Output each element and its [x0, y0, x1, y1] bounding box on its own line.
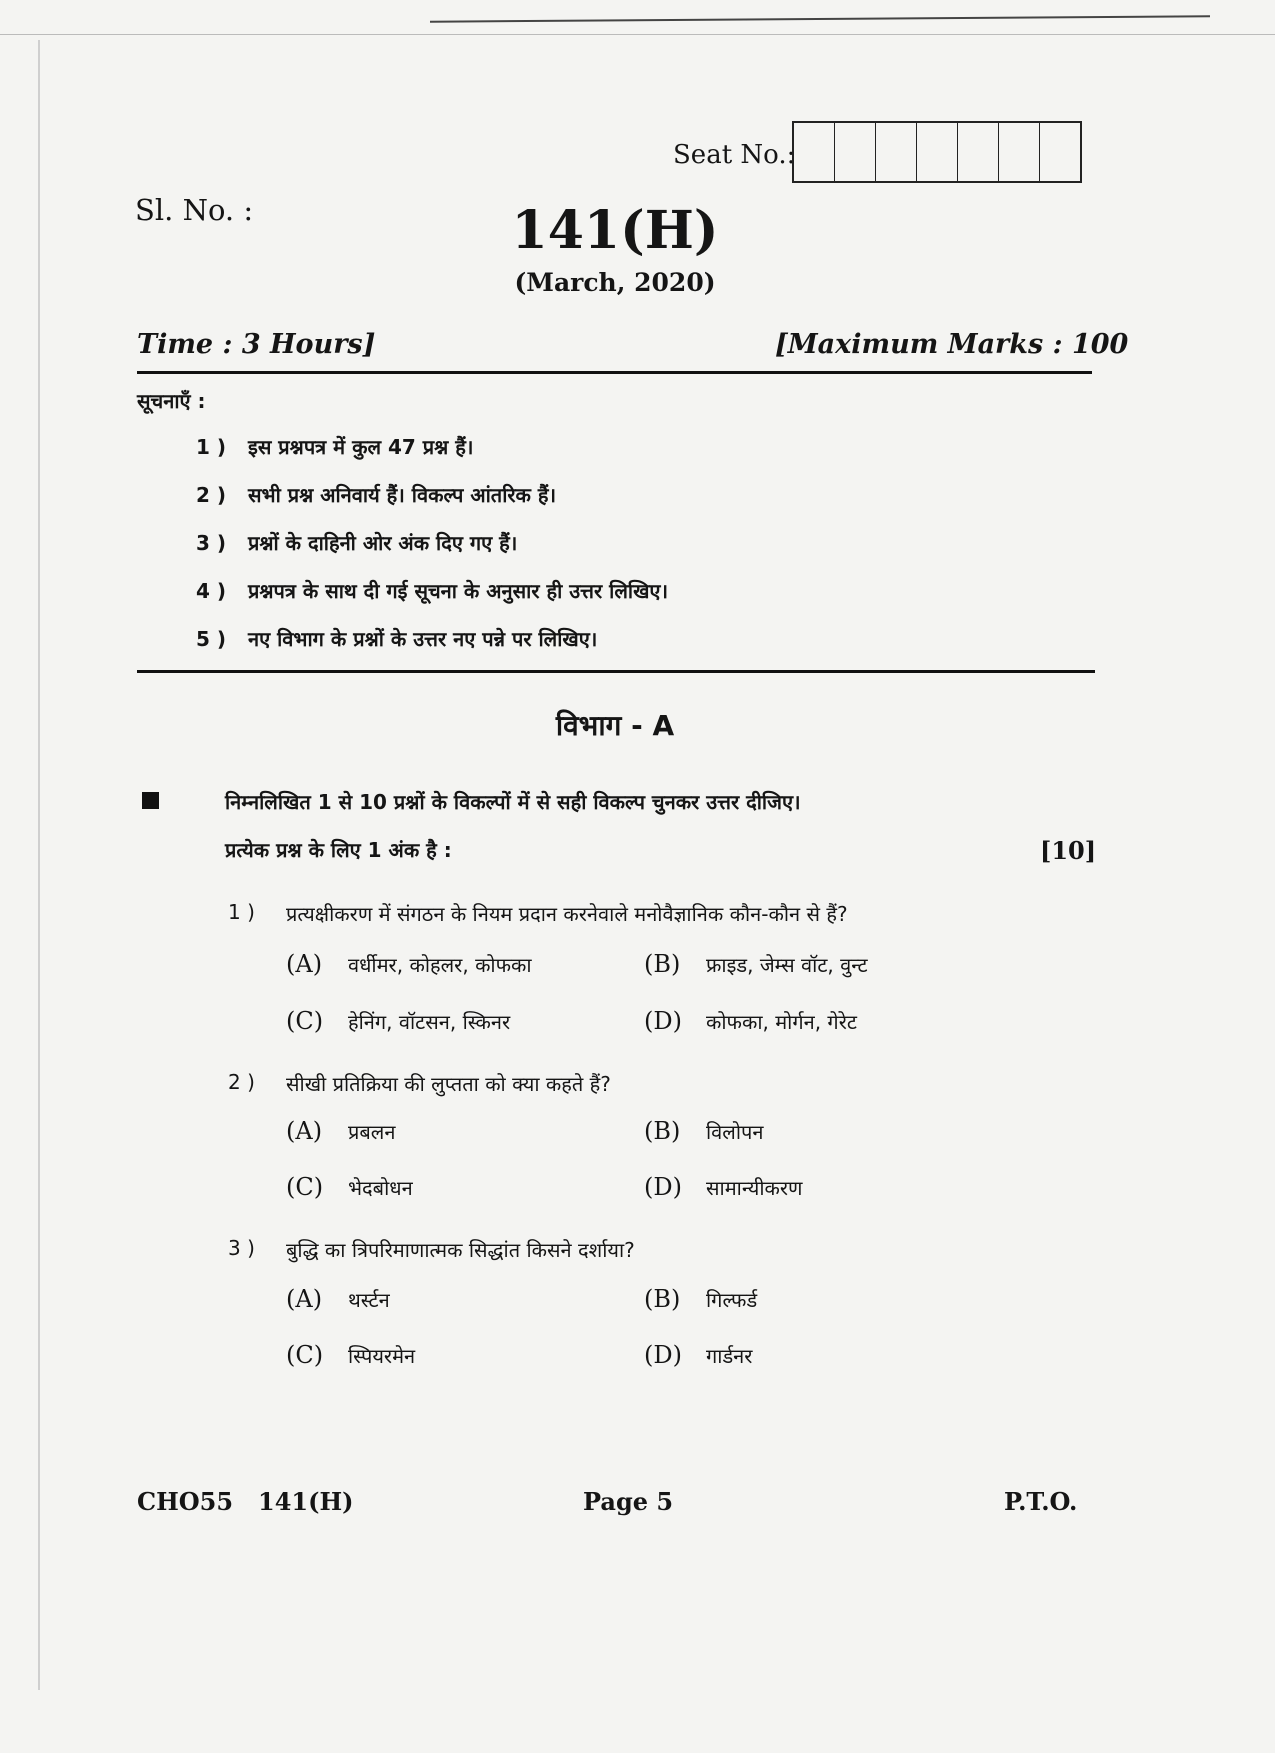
- instruction-text: नए विभाग के प्रश्नों के उत्तर नए पन्ने पर लिखिए।: [248, 627, 598, 651]
- instruction-number: 1 ): [196, 435, 227, 459]
- exam-date: (March, 2020): [514, 268, 716, 297]
- section-title: विभाग - A: [555, 709, 675, 742]
- bullet-square-icon: [142, 792, 159, 809]
- instruction-item: [196, 433, 473, 460]
- option-text: थर्स्टन: [348, 1288, 390, 1312]
- option-label: (A): [286, 950, 323, 978]
- question-number: 1 ): [228, 900, 255, 924]
- seat-box: [958, 123, 999, 181]
- serial-number-label: Sl. No. :: [135, 193, 254, 227]
- option-text: भेदबोधन: [348, 1176, 413, 1200]
- option-label: (C): [286, 1007, 324, 1035]
- instruction-text: प्रश्नपत्र के साथ दी गई सूचना के अनुसार ही उत्तर लिखिए।: [248, 579, 669, 603]
- option-text: सामान्यीकरण: [706, 1176, 803, 1200]
- answer-option: [644, 1341, 752, 1369]
- instruction-text: इस प्रश्नपत्र में कुल 47 प्रश्न हैं।: [248, 435, 474, 459]
- seat-box: [876, 123, 917, 181]
- instruction-number: 2 ): [196, 483, 227, 507]
- answer-option: [644, 1007, 857, 1035]
- seat-number-boxes: [792, 121, 1082, 183]
- option-text: स्पियरमेन: [348, 1344, 416, 1368]
- option-text: हेनिंग, वॉटसन, स्किनर: [348, 1010, 511, 1034]
- question-text: प्रत्यक्षीकरण में संगठन के नियम प्रदान करनेवाले मनोवैज्ञानिक कौन-कौन से हैं?: [286, 902, 848, 926]
- scan-edge-line: [0, 34, 1275, 35]
- instruction-item: [196, 625, 597, 652]
- answer-option: [286, 1285, 390, 1313]
- answer-option: [286, 1341, 415, 1369]
- question-text: बुद्धि का त्रिपरिमाणात्मक सिद्धांत किसने दर्शाया?: [286, 1238, 635, 1262]
- footer-code: CHO55: [137, 1487, 234, 1516]
- option-label: (B): [644, 1285, 681, 1313]
- instruction-item: [196, 481, 556, 508]
- option-label: (C): [286, 1341, 324, 1369]
- option-label: (B): [644, 950, 681, 978]
- answer-option: [286, 950, 532, 978]
- option-text: विलोपन: [706, 1120, 764, 1144]
- seat-box: [999, 123, 1040, 181]
- paper-code: 141(H): [511, 200, 719, 261]
- instructions-title: सूचनाएँ :: [137, 389, 206, 413]
- option-text: गिल्फर्ड: [706, 1288, 758, 1312]
- please-turn-over: P.T.O.: [1004, 1487, 1078, 1516]
- option-label: (C): [286, 1173, 324, 1201]
- question-number: 2 ): [228, 1070, 255, 1094]
- seat-box: [835, 123, 876, 181]
- instruction-number: 4 ): [196, 579, 227, 603]
- footer-paper-code: 141(H): [258, 1487, 354, 1516]
- instructions-rule: [137, 670, 1095, 673]
- instruction-item: [196, 577, 668, 604]
- seat-number-label: Seat No.:: [673, 140, 796, 170]
- section-marks: [10]: [1040, 836, 1097, 865]
- option-label: (A): [286, 1117, 323, 1145]
- option-text: वर्धीमर, कोहलर, कोफका: [348, 953, 532, 977]
- seat-box: [1040, 123, 1080, 181]
- scan-edge-line: [430, 15, 1210, 22]
- option-text: प्रबलन: [348, 1120, 396, 1144]
- question-number: 3 ): [228, 1236, 255, 1260]
- answer-option: [644, 950, 868, 978]
- seat-box: [917, 123, 958, 181]
- instruction-item: [196, 529, 517, 556]
- option-text: कोफका, मोर्गन, गेरेट: [706, 1010, 857, 1034]
- option-label: (D): [644, 1173, 682, 1201]
- section-direction: निम्नलिखित 1 से 10 प्रश्नों के विकल्पों में से सही विकल्प चुनकर उत्तर दीजिए।: [225, 790, 801, 814]
- instruction-number: 5 ): [196, 627, 227, 651]
- answer-option: [644, 1285, 757, 1313]
- answer-option: [286, 1007, 510, 1035]
- seat-box: [794, 123, 835, 181]
- maximum-marks: [Maximum Marks : 100: [775, 329, 1129, 360]
- page-number: Page 5: [583, 1487, 674, 1516]
- option-text: फ्राइड, जेम्स वॉट, वुन्ट: [706, 953, 868, 977]
- section-direction: प्रत्येक प्रश्न के लिए 1 अंक है :: [225, 838, 452, 862]
- exam-time: Time : 3 Hours]: [137, 329, 376, 360]
- question-text: सीखी प्रतिक्रिया की लुप्तता को क्या कहते हैं?: [286, 1072, 611, 1096]
- option-label: (A): [286, 1285, 323, 1313]
- option-label: (D): [644, 1007, 682, 1035]
- answer-option: [286, 1117, 395, 1145]
- option-label: (B): [644, 1117, 681, 1145]
- option-label: (D): [644, 1341, 682, 1369]
- instruction-text: सभी प्रश्न अनिवार्य हैं। विकल्प आंतरिक हैं।: [248, 483, 557, 507]
- instruction-number: 3 ): [196, 531, 227, 555]
- answer-option: [644, 1117, 764, 1145]
- header-rule: [137, 371, 1092, 374]
- option-text: गार्डनर: [706, 1344, 753, 1368]
- instruction-text: प्रश्नों के दाहिनी ओर अंक दिए गए हैं।: [248, 531, 518, 555]
- answer-option: [644, 1173, 803, 1201]
- answer-option: [286, 1173, 413, 1201]
